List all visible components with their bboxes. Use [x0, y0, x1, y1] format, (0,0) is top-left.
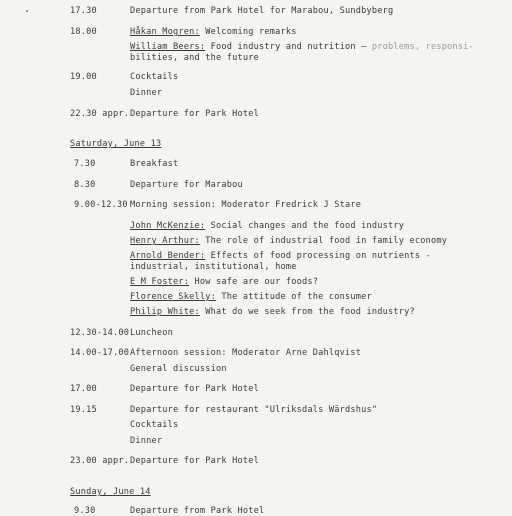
agenda-entry [130, 42, 474, 52]
agenda-entry: Departure from Park Hotel [130, 506, 265, 516]
time-cell: 17.00 [70, 384, 97, 394]
speaker-name: Håkan Mogren: [130, 27, 200, 37]
time-cell: 9.30 [74, 506, 96, 516]
agenda-entry: Afternoon session: Moderator Arne Dahlqvist [130, 348, 362, 358]
agenda-entry: Departure for Marabou [130, 180, 243, 190]
speaker-name: E M Foster: [130, 277, 190, 287]
speaker-name: John McKenzie: [130, 221, 206, 231]
agenda-entry: Luncheon [130, 328, 173, 338]
punch-mark [26, 10, 28, 12]
agenda-entry: Departure for Park Hotel [130, 384, 259, 394]
speaker-name: Henry Arthur: [130, 236, 200, 246]
agenda-entry-continued: bilities, and the future [130, 53, 259, 63]
talk-title: The attitude of the consumer [215, 292, 372, 302]
time-cell: 9.00-12.30 [74, 200, 128, 210]
agenda-entry: Cocktails [130, 72, 179, 82]
agenda-entry: Cocktails [130, 420, 179, 430]
time-cell: 12.30-14.00 [70, 328, 130, 338]
talk-title: How safe are our foods? [189, 277, 319, 287]
talk-title: Social changes and the food industry [205, 221, 405, 231]
time-cell: 17.30 [70, 6, 97, 16]
speaker-name: William Beers: [130, 42, 206, 52]
agenda-entry-continued: industrial, institutional, home [130, 262, 297, 272]
talk-title: The role of industrial food in family economy [199, 236, 448, 246]
talk-title: Effects of food processing on nutrients - [205, 251, 431, 261]
talk-title: Food industry and nutrition – [205, 42, 372, 52]
time-cell: 8.30 [74, 180, 96, 190]
agenda-entry: Dinner [130, 88, 163, 98]
agenda-entry: General discussion [130, 364, 227, 374]
agenda-entry: Departure for restaurant "Ulriksdals Wärdshus" [130, 405, 378, 415]
agenda-entry: Departure from Park Hotel for Marabou, Sundbyberg [130, 6, 394, 16]
agenda-entry: Morning session: Moderator Fredrick J Stare [130, 200, 362, 210]
day-heading: Saturday, June 13 [70, 139, 162, 149]
time-cell: 14.00-17.00 [70, 348, 130, 358]
agenda-entry: Dinner [130, 436, 163, 446]
speaker-name: Arnold Bender: [130, 251, 206, 261]
agenda-entry: Departure for Park Hotel [130, 456, 259, 466]
time-cell: 19.00 [70, 72, 97, 82]
agenda-entry: Breakfast [130, 159, 179, 169]
time-cell: 22.30 appr. [70, 109, 130, 119]
agenda-entry [130, 251, 431, 261]
speaker-name: Philip White: [130, 307, 200, 317]
time-cell: 7.30 [74, 159, 96, 169]
time-cell: 23.00 appr. [70, 456, 130, 466]
time-cell: 18.00 [70, 27, 97, 37]
speaker-name: Florence Skelly: [130, 292, 216, 302]
agenda-entry: Departure for Park Hotel [130, 109, 259, 119]
agenda-entry [130, 221, 404, 231]
talk-title: What do we seek from the food industry? [199, 307, 415, 317]
day-heading: Sunday, June 14 [70, 487, 151, 497]
agenda-entry [130, 292, 372, 302]
agenda-entry [130, 277, 318, 287]
agenda-entry [130, 27, 297, 37]
talk-title: Welcoming remarks [199, 27, 297, 37]
faded-text: problems, responsi- [371, 42, 474, 52]
agenda-entry [130, 307, 415, 317]
agenda-entry [130, 236, 447, 246]
time-cell: 19.15 [70, 405, 97, 415]
